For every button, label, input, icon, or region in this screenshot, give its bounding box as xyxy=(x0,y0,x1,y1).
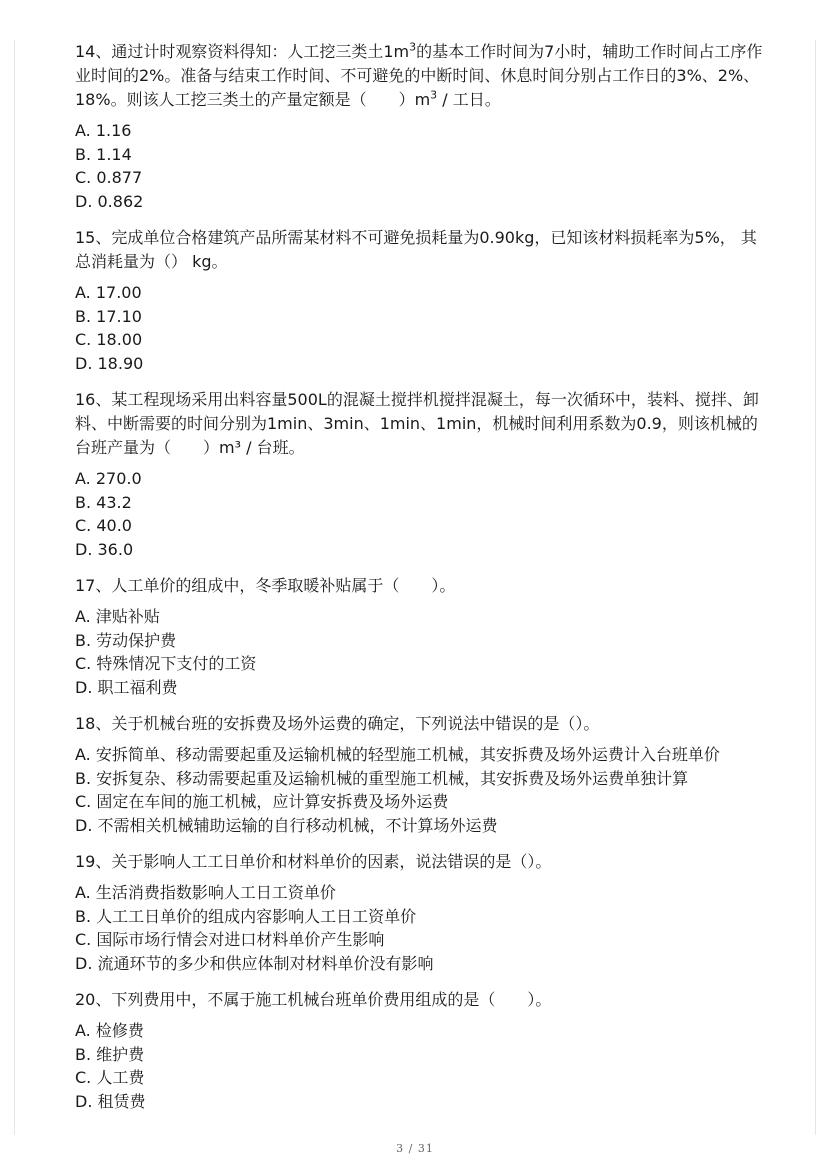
page-right-edge xyxy=(815,40,816,1135)
option-c: C. 人工费 xyxy=(75,1068,145,1087)
question-stem: 16、某工程现场采用出料容量500L的混凝土搅拌机搅拌混凝土，每一次循环中，装料、搅拌、卸料、中断需要的时间分别为1min、3min、1min、1min，机械时间利用系数为0.9，则该机械的台班产量为（ ）m³ / 台班。 xyxy=(75,390,759,457)
option-b: B. 1.14 xyxy=(75,144,132,164)
option-a: A. 检修费 xyxy=(75,1021,144,1040)
option-b: B. 劳动保护费 xyxy=(75,630,177,650)
question-stem: 15、完成单位合格建筑产品所需某材料不可避免损耗量为0.90kg，已知该材料损耗率为5%， 其总消耗量为（） kg。 xyxy=(75,228,757,271)
option-b: B. 人工工日单价的组成内容影响人工日工资单价 xyxy=(75,906,417,926)
option-c: C. 40.0 xyxy=(75,516,132,535)
option-a: A. 津贴补贴 xyxy=(75,607,160,626)
question-16 xyxy=(75,388,765,561)
question-19 xyxy=(75,850,765,975)
option-d: D. 租赁费 xyxy=(75,1091,146,1111)
option-d: D. 流通环节的多少和供应体制对材料单价没有影响 xyxy=(75,953,434,973)
question-14 xyxy=(75,40,765,213)
page-left-edge xyxy=(14,40,15,1135)
option-a: A. 1.16 xyxy=(75,121,132,140)
question-stem: 20、下列费用中，不属于施工机械台班单价费用组成的是（ ）。 xyxy=(75,990,552,1009)
option-a: A. 生活消费指数影响人工日工资单价 xyxy=(75,883,336,902)
option-d: D. 不需相关机械辅助运输的自行移动机械，不计算场外运费 xyxy=(75,815,498,835)
option-a: A. 270.0 xyxy=(75,469,142,488)
question-stem: 18、关于机械台班的安拆费及场外运费的确定，下列说法中错误的是（）。 xyxy=(75,714,600,733)
option-b: B. 43.2 xyxy=(75,492,132,512)
option-b: B. 17.10 xyxy=(75,306,142,326)
option-c: C. 18.00 xyxy=(75,330,143,349)
question-list xyxy=(75,40,765,1126)
option-d: D. 职工福利费 xyxy=(75,677,178,697)
option-b: B. 安拆复杂、移动需要起重及运输机械的重型施工机械，其安拆费及场外运费单独计算 xyxy=(75,768,689,788)
question-stem: 17、人工单价的组成中，冬季取暖补贴属于（ ）。 xyxy=(75,576,456,595)
question-17 xyxy=(75,574,765,699)
page-number: 3 / 31 xyxy=(396,1142,434,1155)
option-d: D. 18.90 xyxy=(75,353,144,373)
question-stem: 19、关于影响人工工日单价和材料单价的因素，说法错误的是（）。 xyxy=(75,852,552,871)
question-18 xyxy=(75,712,765,837)
option-a: A. 17.00 xyxy=(75,283,142,302)
option-d: D. 36.0 xyxy=(75,539,134,559)
question-stem: 14、通过计时观察资料得知：人工挖三类土$1m^3$的基本工作时间为7小时，辅助工作时间占工序作业时间的2%。准备与结束工作时间、不可避免的中断时间、休息时间分别占工作日的3%、2%、18%。则该人工挖三类土的产量定额是（ ）$m^3$ / 工日。 xyxy=(75,40,763,109)
option-c: C. 0.877 xyxy=(75,168,143,187)
option-c: C. 国际市场行情会对进口材料单价产生影响 xyxy=(75,930,385,949)
option-c: C. 特殊情况下支付的工资 xyxy=(75,654,257,673)
question-15 xyxy=(75,226,765,375)
question-20 xyxy=(75,988,765,1113)
option-c: C. 固定在车间的施工机械，应计算安拆费及场外运费 xyxy=(75,792,449,811)
option-b: B. 维护费 xyxy=(75,1044,145,1064)
option-d: D. 0.862 xyxy=(75,191,144,211)
option-a: A. 安拆简单、移动需要起重及运输机械的轻型施工机械，其安拆费及场外运费计入台班单价 xyxy=(75,745,720,764)
